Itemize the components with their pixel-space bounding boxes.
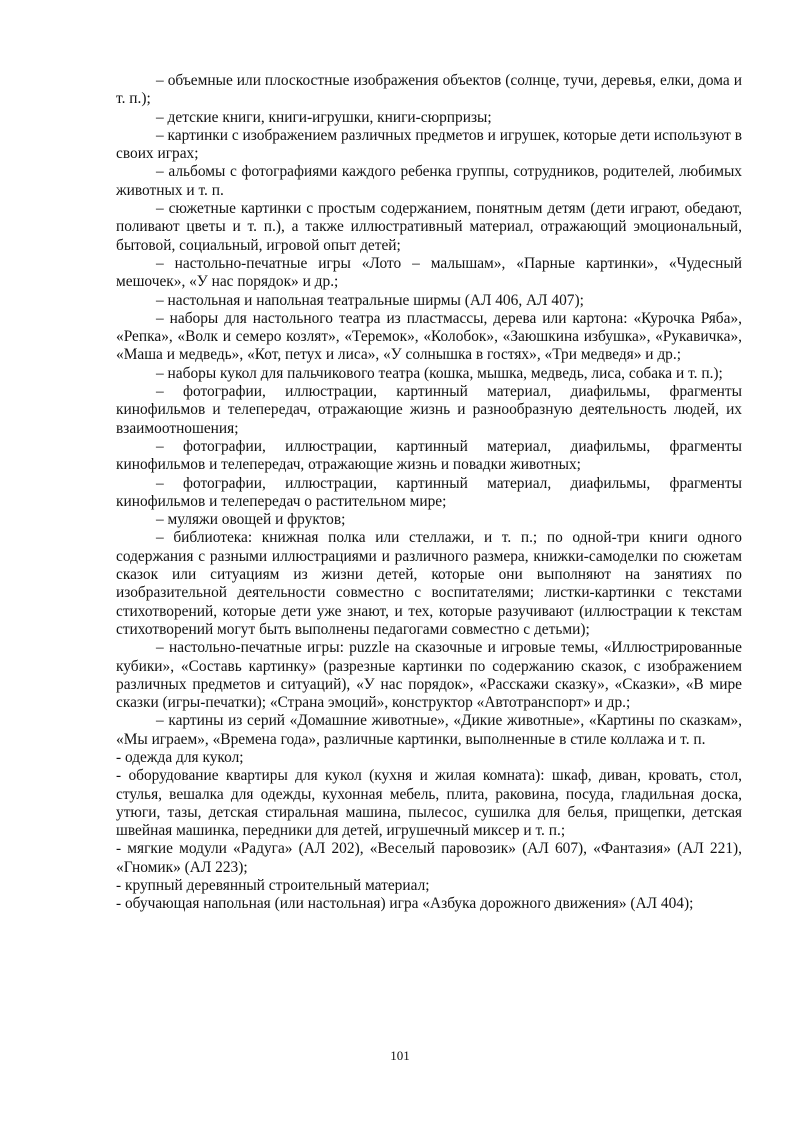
list-item: – муляжи овощей и фруктов; xyxy=(156,511,346,529)
list-item: – картинки с изображением различных предметов и игрушек, которые дети используют в своих играх; xyxy=(116,126,743,163)
list-item: – наборы кукол для пальчикового театра (кошка, мышка, медведь, лиса, собака и т. п.); xyxy=(156,364,723,382)
document-body xyxy=(116,72,742,914)
list-item: – фотографии, иллюстрации, картинный материал, диафильмы, фрагменты кинофильмов и телепередач, отражающие жизнь и повадки животных; xyxy=(116,437,742,474)
list-item: – настольно-печатные игры «Лото – малышам», «Парные картинки», «Чудесный мешочек», «У нас порядок» и др.; xyxy=(116,254,742,291)
list-item: – наборы для настольного театра из пластмассы, дерева или картона: «Курочка Ряба», «Репка», «Волк и семеро козлят», «Теремок», «Колобок», «Заюшкина избушка», «Рукавичка», «Маша и медведь», «Кот, петух и лиса», «У солнышка в гостях», «Три медведя» и др.; xyxy=(116,309,742,364)
list-item: – детские книги, книги-игрушки, книги-сюрпризы; xyxy=(156,108,492,126)
plain-list-item: - обучающая напольная (или настольная) игра «Азбука дорожного движения» (АЛ 404); xyxy=(116,895,694,913)
list-item: – настольно-печатные игры: puzzle на сказочные и игровые темы, «Иллюстрированные кубики», «Составь картинку» (разрезные картинки по содержанию сказок, с изображением различных предметов и ситуаций), «У нас порядок», «Расскажи сказку», «Сказки», «В мире сказки (игры-печатки); «Страна эмоций», конструктор «Автотранспорт» и др.; xyxy=(116,639,742,712)
list-item: – настольная и напольная театральные ширмы (АЛ 406, АЛ 407); xyxy=(156,291,584,309)
list-item: – фотографии, иллюстрации, картинный материал, диафильмы, фрагменты кинофильмов и телепередач о растительном мире; xyxy=(116,474,742,510)
page-number: 101 xyxy=(390,1048,410,1063)
plain-list-item: - оборудование квартиры для кукол (кухня и жилая комната): шкаф, диван, кровать, стол, стулья, вешалка для одежды, кухонная мебель, плита, раковина, посуда, гладильная доска, утюги, тазы, детская стиральная машина, пылесос, сушилка для белья, прищепки, детская швейная машинка, передники для детей, игрушечный миксер и т. п.; xyxy=(116,767,742,840)
list-item: – фотографии, иллюстрации, картинный материал, диафильмы, фрагменты кинофильмов и телепередач, отражающие жизнь и разнообразную деятельность людей, их взаимоотношения; xyxy=(116,383,742,437)
plain-list-item: - одежда для кукол; xyxy=(116,748,244,766)
list-item: – картины из серий «Домашние животные», «Дикие животные», «Картины по сказкам», «Мы играем», «Времена года», различные картинки, выполненные в стиле коллажа и т. п. xyxy=(116,712,742,748)
plain-list-item: - мягкие модули «Радуга» (АЛ 202), «Веселый паровозик» (АЛ 607), «Фантазия» (АЛ 221), «Гномик» (АЛ 223); xyxy=(116,840,742,876)
plain-list-item: - крупный деревянный строительный материал; xyxy=(116,877,430,895)
list-item: – альбомы с фотографиями каждого ребенка группы, сотрудников, родителей, любимых животных и т. п. xyxy=(116,163,742,199)
list-item: – библиотека: книжная полка или стеллажи, и т. п.; по одной-три книги одного содержания с разными иллюстрациями и различного размера, книжки-самоделки по сюжетам сказок или ситуациям из жизни детей, которые они выполняют на занятиях по изобразительной деятельности совместно с воспитателями; листки-картинки с текстами стихотворений, которые дети уже знают, и тех, которые разучивают (иллюстрации к текстам стихотворений могут быть выполнены педагогами совместно с детьми); xyxy=(116,529,742,638)
list-item: – сюжетные картинки с простым содержанием, понятным детям (дети играют, обедают, поливают цветы и т. п.), а также иллюстративный материал, отражающий эмоциональный, бытовой, социальный, игровой опыт детей; xyxy=(116,200,742,254)
list-item: – объемные или плоскостные изображения объектов (солнце, тучи, деревья, елки, дома и т. п.); xyxy=(116,72,742,108)
